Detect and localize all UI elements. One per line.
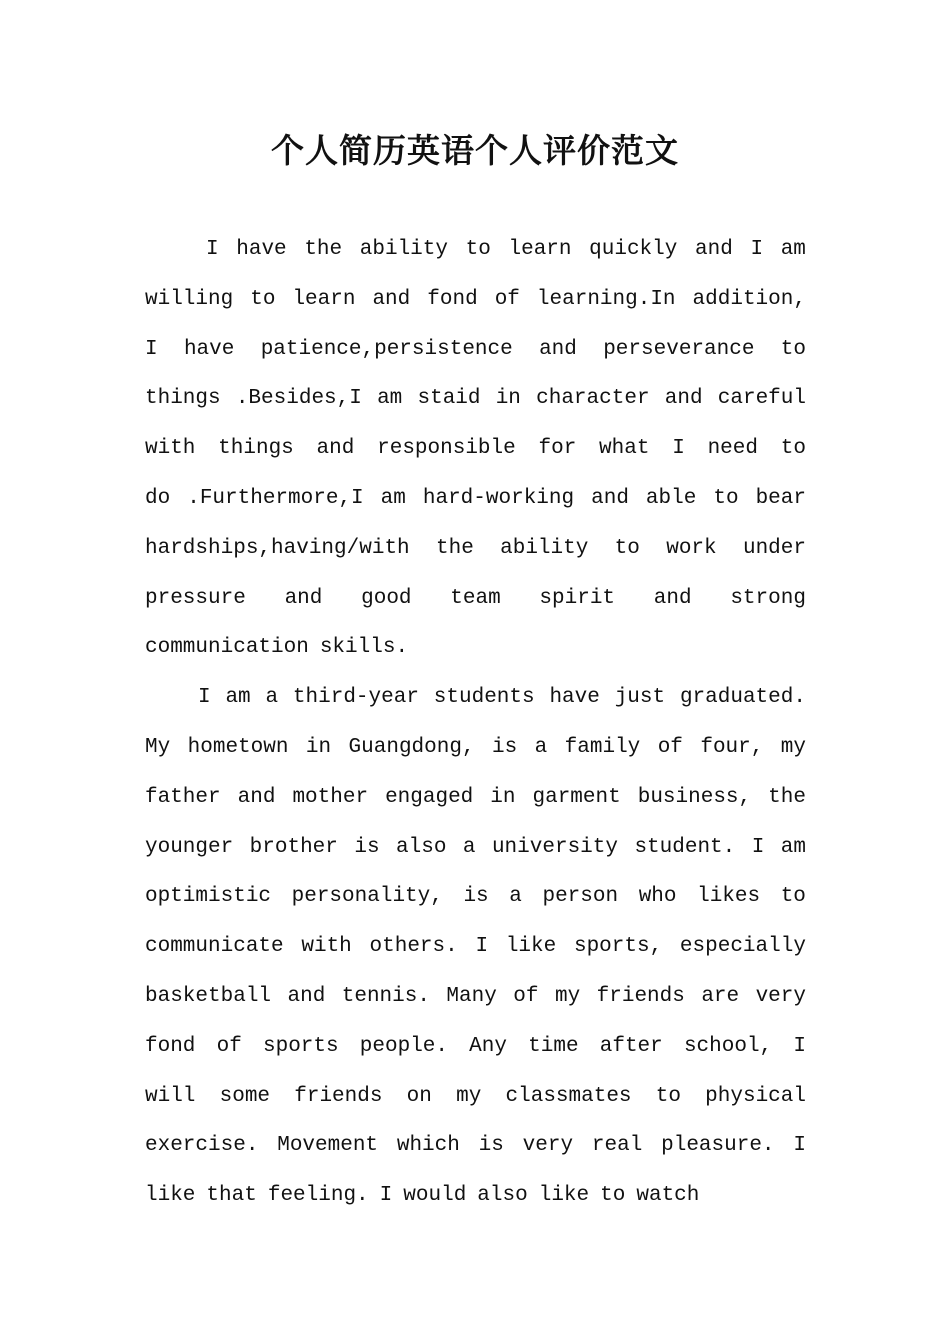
word: do	[145, 486, 171, 510]
word: need	[707, 437, 758, 461]
word: real	[591, 1134, 643, 1158]
word: things	[218, 437, 294, 461]
word: my	[554, 984, 581, 1008]
word: communication	[145, 636, 309, 660]
word: am	[377, 387, 403, 411]
word: skills.	[319, 636, 409, 660]
word: ability	[359, 238, 448, 261]
word: of	[513, 984, 539, 1008]
word: students	[433, 686, 535, 710]
text-line	[145, 673, 806, 723]
word: team	[450, 586, 501, 610]
word: is	[478, 1134, 504, 1158]
document-body	[145, 225, 806, 1221]
word: a	[509, 885, 522, 909]
word: to	[780, 337, 806, 361]
word: pressure	[145, 586, 246, 610]
word: quickly	[589, 238, 678, 261]
text-line	[145, 872, 806, 922]
word: to	[465, 238, 491, 261]
word: classmates	[505, 1084, 632, 1108]
word: and	[653, 586, 692, 610]
word: student.	[634, 835, 736, 859]
word: I	[751, 835, 765, 859]
word: I	[793, 1134, 806, 1158]
word: in	[490, 785, 516, 809]
word: after	[599, 1034, 663, 1058]
word: personality,	[291, 885, 443, 909]
word: university	[491, 835, 618, 859]
word: character	[536, 387, 650, 411]
word: of	[494, 287, 520, 311]
word: is	[491, 735, 518, 759]
text-line	[145, 1022, 806, 1072]
word: also	[477, 1184, 528, 1208]
word: and	[372, 287, 411, 311]
text-line	[145, 1121, 806, 1171]
word: and	[284, 586, 323, 610]
word: the	[304, 238, 343, 261]
word: learn	[508, 238, 572, 261]
word: I	[750, 238, 764, 261]
word: that	[206, 1184, 257, 1208]
word: and	[695, 238, 733, 261]
word: .Besides,I	[235, 387, 362, 411]
word: for	[538, 437, 577, 461]
word: able	[645, 486, 697, 510]
word: work	[666, 536, 717, 560]
word: optimistic	[145, 885, 272, 909]
word: to	[780, 437, 806, 461]
word: of	[216, 1034, 242, 1058]
word: to	[614, 536, 640, 560]
word: friends	[596, 984, 685, 1008]
word: time	[528, 1034, 579, 1058]
text-line	[145, 823, 806, 873]
word: a	[265, 686, 279, 710]
word: have	[549, 686, 600, 710]
word: am	[780, 835, 806, 859]
word: is	[463, 885, 489, 909]
word: have	[236, 238, 287, 261]
word: My	[145, 735, 171, 759]
text-line	[145, 922, 806, 972]
word: addition,	[692, 287, 806, 311]
word: and	[539, 337, 577, 361]
word: would	[403, 1184, 467, 1208]
word: Many	[446, 984, 497, 1008]
word: have	[183, 337, 235, 361]
word: pleasure.	[661, 1134, 775, 1158]
word: some	[219, 1084, 271, 1108]
word: hardships,having/with	[145, 536, 410, 560]
word: school,	[683, 1034, 773, 1058]
word: garment	[532, 785, 621, 809]
word: of	[657, 735, 683, 759]
word: four,	[700, 735, 764, 759]
word: family	[564, 735, 641, 759]
word: hard-working	[422, 486, 575, 510]
word: my	[456, 1084, 482, 1108]
word: to	[250, 287, 276, 311]
word: very	[755, 984, 806, 1008]
word: younger	[145, 835, 234, 859]
text-line	[145, 723, 806, 773]
word: with	[145, 437, 196, 461]
word: the	[435, 536, 474, 560]
word: strong	[730, 586, 806, 610]
word: Guangdong,	[348, 735, 475, 759]
word: things	[145, 387, 221, 411]
word: spirit	[539, 586, 616, 610]
word: people.	[359, 1034, 448, 1058]
word: a	[534, 735, 548, 759]
word: watch	[636, 1184, 700, 1208]
word: ability	[500, 536, 589, 560]
word: sports,	[573, 935, 663, 959]
word: who	[638, 885, 677, 909]
word: I	[206, 238, 219, 261]
word: learning.In	[536, 287, 676, 311]
word: perseverance	[603, 337, 755, 361]
text-line	[145, 574, 806, 624]
word: I	[145, 337, 158, 361]
word: to	[600, 1184, 626, 1208]
word: fond	[427, 287, 478, 311]
word: business,	[637, 785, 752, 809]
word: just	[614, 686, 666, 710]
word: fond	[145, 1034, 196, 1058]
word: staid	[417, 387, 481, 411]
word: exercise.	[145, 1134, 259, 1158]
word: which	[396, 1134, 460, 1158]
text-line	[145, 1072, 806, 1122]
text-line	[145, 424, 806, 474]
word: will	[145, 1084, 196, 1108]
word: and	[591, 486, 629, 510]
word: are	[701, 984, 740, 1008]
text-line	[145, 325, 806, 375]
word: third-year	[292, 686, 419, 710]
text-line	[145, 972, 806, 1022]
text-line	[145, 225, 806, 275]
word: am	[225, 686, 251, 710]
word: likes	[697, 885, 761, 909]
word: brother	[249, 835, 338, 859]
word: like	[145, 1184, 196, 1208]
word: others.	[369, 935, 458, 959]
word: especially	[679, 935, 806, 959]
word: I	[793, 1034, 806, 1058]
word: am	[380, 486, 406, 510]
word: and	[316, 437, 355, 461]
word: good	[361, 586, 412, 610]
text-line	[145, 374, 806, 424]
document-title: 个人简历英语个人评价范文	[271, 131, 679, 170]
word: engaged	[385, 785, 474, 809]
word: hometown	[187, 735, 289, 759]
paragraph	[145, 225, 806, 673]
word: feeling.	[267, 1184, 369, 1208]
word: with	[301, 935, 352, 959]
text-line	[145, 275, 806, 325]
word: to	[780, 885, 806, 909]
word: willing	[145, 287, 234, 311]
word: what	[599, 437, 650, 461]
text-line	[145, 1171, 806, 1221]
text-line	[145, 524, 806, 574]
word: communicate	[145, 935, 284, 959]
word: graduated.	[679, 686, 806, 710]
word: bear	[755, 486, 806, 510]
word: tennis.	[341, 984, 430, 1008]
word: a	[462, 835, 476, 859]
word: .Furthermore,I	[187, 486, 364, 510]
word: in	[495, 387, 521, 411]
word: I	[198, 686, 211, 710]
word: Movement	[277, 1134, 379, 1158]
word: is	[354, 835, 380, 859]
text-line	[145, 474, 806, 524]
word: person	[542, 885, 619, 909]
word: on	[406, 1084, 432, 1108]
word: I	[379, 1184, 393, 1208]
word: also	[396, 835, 447, 859]
word: mother	[292, 785, 369, 809]
word: in	[305, 735, 332, 759]
word: my	[780, 735, 806, 759]
word: sports	[262, 1034, 339, 1058]
word: Any	[469, 1034, 507, 1058]
word: learn	[292, 287, 356, 311]
word: like	[505, 935, 557, 959]
word: to	[655, 1084, 681, 1108]
word: I	[672, 437, 685, 461]
paragraph	[145, 673, 806, 1221]
word: I	[475, 935, 489, 959]
word: basketball	[145, 984, 272, 1008]
word: and	[287, 984, 326, 1008]
word: patience,persistence	[260, 337, 513, 361]
word: am	[780, 238, 806, 261]
word: and	[664, 387, 703, 411]
word: friends	[294, 1084, 383, 1108]
word: the	[768, 785, 806, 809]
word: careful	[717, 387, 806, 411]
word: under	[742, 536, 806, 560]
text-line	[145, 773, 806, 823]
word: responsible	[377, 437, 516, 461]
word: like	[538, 1184, 590, 1208]
word: and	[237, 785, 276, 809]
word: father	[145, 785, 221, 809]
word: physical	[705, 1084, 806, 1108]
word: to	[713, 486, 739, 510]
text-line	[145, 623, 806, 673]
word: very	[522, 1134, 574, 1158]
